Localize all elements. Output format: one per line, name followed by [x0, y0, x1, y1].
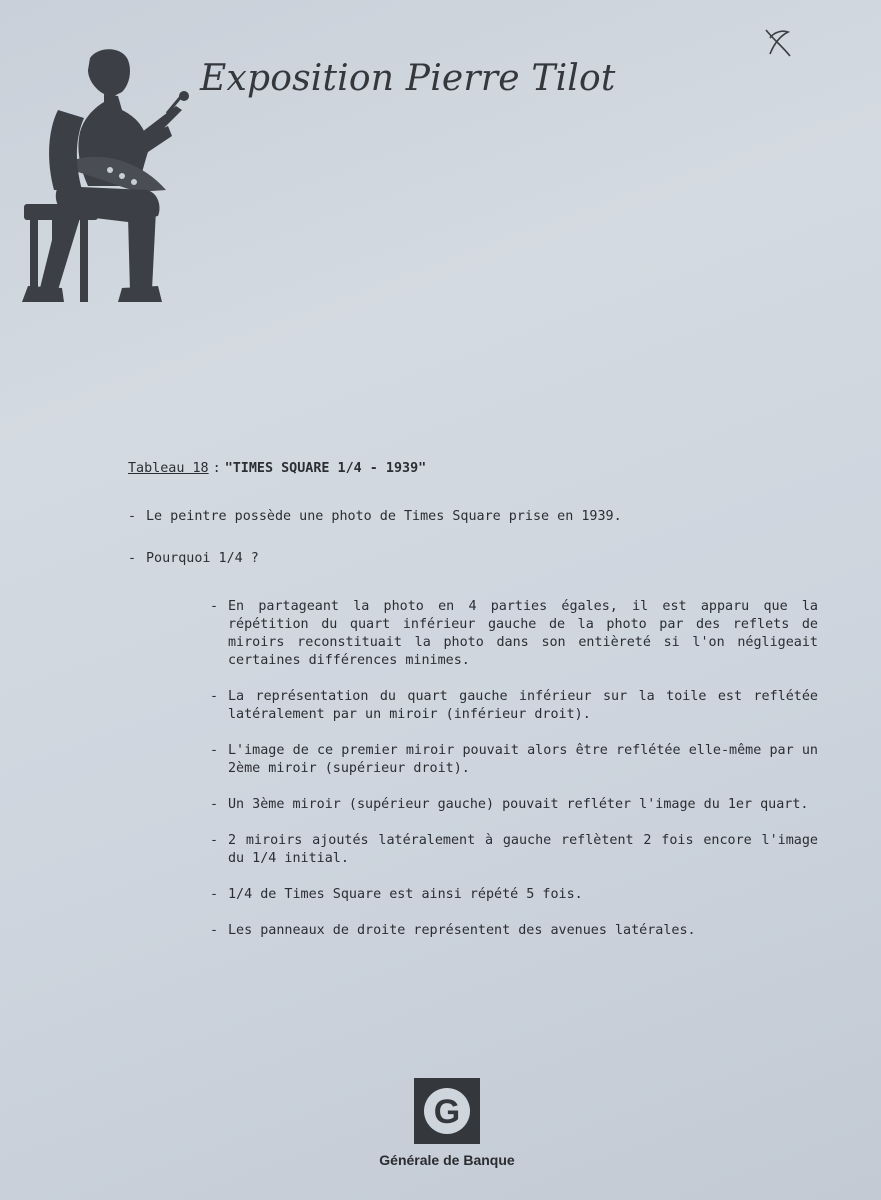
list-item	[128, 508, 818, 526]
tableau-separator: :	[212, 461, 221, 476]
sub-list-item	[210, 796, 818, 814]
seated-painter-silhouette-icon	[18, 40, 208, 310]
sub-list-item-text: La représentation du quart gauche inférieur sur la toile est reflétée latéralement par un miroir (inférieur droit).	[228, 689, 818, 722]
list-dash: -	[128, 509, 137, 524]
sub-list-item	[210, 742, 818, 778]
sub-list-item-text: Un 3ème miroir (supérieur gauche) pouvait refléter l'image du 1er quart.	[228, 797, 809, 812]
sub-list-dash: -	[210, 689, 219, 704]
sub-list-dash: -	[210, 887, 219, 902]
generale-de-banque-g-logo-icon	[414, 1078, 480, 1144]
sub-list	[210, 598, 818, 940]
sub-list-dash: -	[210, 797, 219, 812]
sub-list-item	[210, 598, 818, 670]
sub-list-item	[210, 922, 818, 940]
list-dash: -	[128, 551, 137, 566]
tableau-label: Tableau 18	[128, 461, 209, 476]
sub-list-item-text: En partageant la photo en 4 parties égales, il est apparu que la répétition du quart inférieur gauche de la photo par des reflets de miroirs reconstituait la photo dans son entièreté si l'on négligeait certaines différences minimes.	[228, 599, 818, 668]
logo-letter: G	[433, 1093, 461, 1131]
sub-list-item-text: 1/4 de Times Square est ainsi répété 5 fois.	[228, 887, 583, 902]
list-item	[128, 550, 818, 568]
sub-list-item	[210, 886, 818, 904]
sub-list-dash: -	[210, 923, 219, 938]
sub-list-dash: -	[210, 599, 219, 614]
handwritten-page-mark	[760, 26, 796, 60]
document-body	[128, 460, 818, 958]
sub-list-item-text: 2 miroirs ajoutés latéralement à gauche reflètent 2 fois encore l'image du 1/4 initial.	[228, 833, 818, 866]
sub-list-dash: -	[210, 743, 219, 758]
bank-name: Générale de Banque	[379, 1152, 515, 1168]
list-item-text: Pourquoi 1/4 ?	[146, 551, 259, 566]
tableau-title: "TIMES SQUARE 1/4 - 1939"	[224, 461, 427, 476]
sub-list-dash: -	[210, 833, 219, 848]
letterhead-title: Exposition Pierre Tilot	[200, 58, 616, 99]
sub-list-item-text: L'image de ce premier miroir pouvait alors être reflétée elle-même par un 2ème miroir (supérieur droit).	[228, 743, 818, 776]
tableau-heading	[128, 460, 818, 478]
sub-list-item	[210, 832, 818, 868]
sub-list-item	[210, 688, 818, 724]
sub-list-item-text: Les panneaux de droite représentent des avenues latérales.	[228, 923, 696, 938]
list-item-text: Le peintre possède une photo de Times Square prise en 1939.	[146, 509, 622, 524]
